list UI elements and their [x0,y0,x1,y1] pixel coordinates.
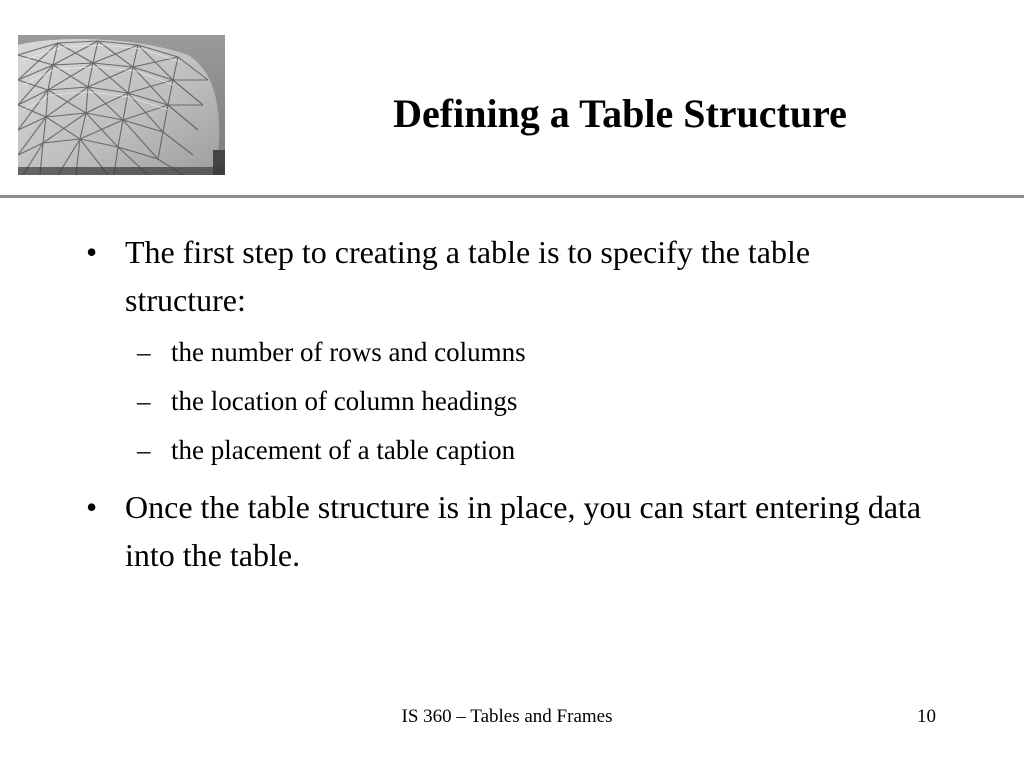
sub-item-text: the placement of a table caption [171,435,516,465]
dome-photo-icon [18,35,225,175]
bullet-item [0,483,1024,579]
sub-marker: – [137,435,151,465]
title-divider [0,195,1024,198]
sub-marker: – [137,386,151,416]
bullet-text: Once the table structure is in place, you can start entering data into the table. [125,489,922,573]
sub-item [0,328,1024,377]
bullet-marker: • [86,489,98,525]
sub-item [0,426,1024,475]
slide-content [0,228,1024,579]
sub-item-text: the location of column headings [171,386,518,416]
page-number: 10 [917,706,936,727]
bullet-marker: • [86,234,98,270]
sub-item-text: the number of rows and columns [171,337,526,367]
sub-marker: – [137,337,151,367]
header-photo-dome [18,35,225,175]
bullet-item [0,228,1024,324]
sub-item [0,377,1024,426]
footer-course-title: IS 360 – Tables and Frames [401,706,613,727]
bullet-text: The first step to creating a table is to specify the table structure: [125,234,811,318]
slide-title: Defining a Table Structure [393,91,847,136]
